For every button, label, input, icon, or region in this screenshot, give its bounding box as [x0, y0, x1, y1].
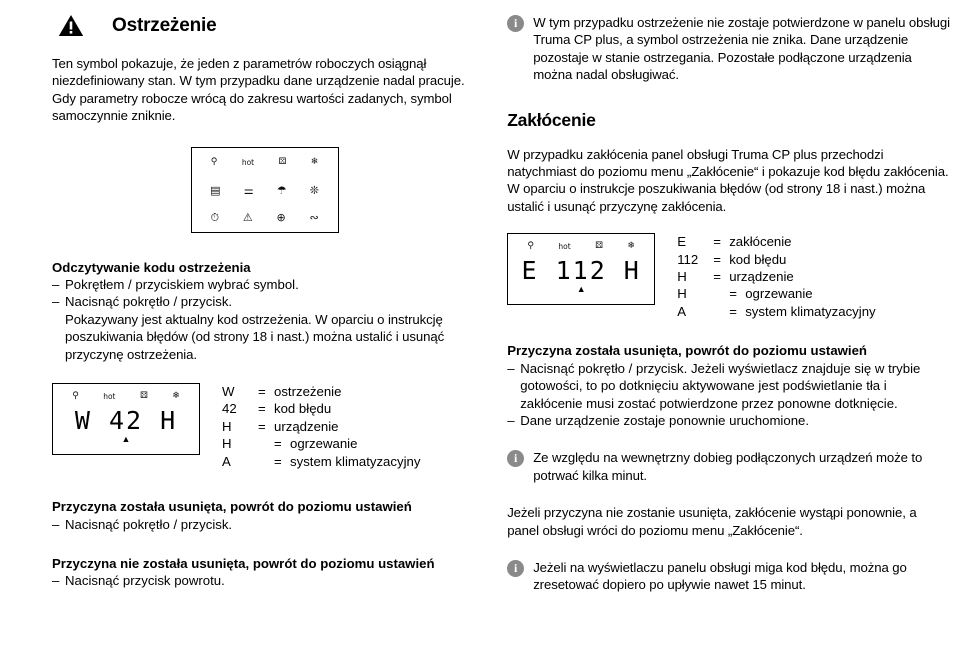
legend-value: urządzenie: [729, 269, 794, 285]
info-circle-icon: i: [507, 15, 524, 32]
list-item: – Dane urządzenie zostaje ponownie uruchomione.: [507, 412, 951, 429]
legend-key: H: [222, 436, 232, 452]
legend-row: [677, 251, 875, 268]
read-code-title: Odczytywanie kodu ostrzeżenia: [52, 259, 251, 275]
code-caret-icon: ▲: [121, 434, 131, 445]
fault-cause-removed-list: [507, 360, 951, 430]
legend-value: ogrzewanie: [290, 436, 358, 452]
legend-value: kod błędu: [274, 401, 332, 417]
legend-key: H: [677, 286, 687, 302]
legend-row: [677, 233, 875, 250]
list-item: – Nacisnąć pokrętło / przycisk.: [52, 516, 477, 533]
fan-speed-icon: ❊: [309, 183, 320, 197]
legend-equals: =: [258, 418, 266, 434]
legend-row: [222, 453, 420, 470]
cause-removed-list: [52, 516, 477, 533]
person-shower-icon: ⚲: [72, 390, 79, 401]
legend-key: H: [677, 269, 687, 285]
fault-legend: [677, 233, 875, 320]
legend-value: kod błędu: [729, 251, 787, 267]
legend-row: [677, 285, 875, 302]
fault-code-block: [507, 233, 951, 320]
person-shower-icon: ⚲: [210, 157, 218, 168]
read-code-extra: Pokazywany jest aktualny kod ostrzeżenia. W oparciu o instrukcję poszukiwania błędów (od strony 18 i nast.) można ustalić i usunąć przyczynę ostrzeżenia.: [65, 311, 445, 362]
list-item: – Nacisnąć pokrętło / przycisk.: [52, 293, 477, 310]
page-title: Ostrzeżenie: [112, 14, 217, 36]
recirculation-icon: ∾: [309, 211, 319, 225]
legend-equals: =: [713, 251, 721, 267]
warning-legend: [222, 383, 420, 470]
info-note-bottom-text: Jeżeli na wyświetlaczu panelu obsługi miga kod błędu, można go zresetować dopiero po upływie nawet 15 minut.: [533, 559, 907, 593]
vent-icon: ▤: [210, 183, 221, 197]
panel-glyph-row-2: [199, 180, 331, 200]
legend-row: [222, 400, 420, 417]
warning-code-block: [52, 383, 477, 470]
battery-icon: ⚌: [243, 183, 254, 197]
code-caret-icon: ▲: [576, 284, 586, 295]
gas-bottle-icon: ⚄: [139, 390, 148, 401]
legend-equals: =: [274, 436, 282, 452]
fault-cause-removed-title: Przyczyna została usunięta, powrót do poziomu ustawień: [507, 343, 867, 359]
fault-paragraph: W przypadku zakłócenia panel obsługi Truma CP plus przechodzi natychmiast do poziomu menu „Zakłócenie“ i pokazuje kod błędu zakłócenia. W oparciu o instrukcje poszukiwania błędów (od strony 18 i nast.) można ustalić i usunąć przyczynę zakłócenia.: [507, 146, 949, 214]
legend-equals: =: [258, 401, 266, 417]
legend-key: 42: [222, 401, 237, 417]
hot-water-icon: hot: [103, 391, 116, 401]
legend-key: H: [222, 418, 232, 434]
legend-value: zakłócenie: [729, 234, 792, 250]
legend-key: W: [222, 384, 235, 400]
info-circle-icon: i: [507, 560, 524, 577]
legend-value: system klimatyzacyjny: [290, 453, 421, 469]
info-note-mid: [507, 449, 951, 484]
display-panel-wrapper: [52, 147, 477, 233]
control-panel-display: [191, 147, 339, 233]
warning-triangle-icon: [58, 14, 84, 37]
legend-row: [677, 303, 875, 320]
legend-key: E: [677, 234, 686, 250]
legend-equals: =: [713, 234, 721, 250]
code-panel-glyph-row: [60, 388, 192, 404]
light-icon: ☂: [276, 183, 287, 197]
list-item: – Nacisnąć przycisk powrotu.: [52, 572, 477, 589]
list-item: – Pokrętłem / przyciskiem wybrać symbol.: [52, 276, 477, 293]
person-shower-icon: ⚲: [527, 240, 534, 251]
legend-equals: =: [729, 303, 737, 319]
legend-value: ostrzeżenie: [274, 384, 342, 400]
clock-icon: ⏱: [210, 211, 220, 225]
code-panel-glyph-row: [515, 238, 647, 254]
fault-repeat-paragraph: Jeżeli przyczyna nie zostanie usunięta, zakłócenie wystąpi ponownie, a panel obsługi wróci do poziomu menu „Zakłócenie“.: [507, 505, 917, 538]
legend-value: system klimatyzacyjny: [745, 303, 876, 319]
gas-bottle-icon: ⚄: [278, 157, 287, 168]
timer-icon: ⊕: [276, 211, 286, 225]
gas-bottle-icon: ⚄: [595, 240, 603, 251]
legend-row: [222, 418, 420, 435]
right-column: [487, 14, 957, 647]
warning-heading-block: [58, 14, 477, 37]
left-column: [18, 14, 487, 647]
fan-icon: ❄: [627, 240, 635, 251]
cause-not-removed-list: [52, 572, 477, 589]
warning-code-value: W 42 H: [74, 406, 178, 436]
fan-icon: ❄: [172, 390, 180, 401]
warning-paragraph: Ten symbol pokazuje, że jeden z parametrów roboczych osiągnął niezdefiniowany stan. W tym przypadku dane urządzenie nadal pracuje. Gdy parametry robocze wrócą do zakresu wartości zadanych, symbol samoczynnie zniknie.: [52, 56, 465, 124]
info-note-mid-text: Ze względu na wewnętrzny dobieg podłączonych urządzeń może to potrwać kilka minut.: [533, 450, 923, 483]
fan-icon: ❄: [310, 157, 319, 168]
legend-equals: =: [729, 286, 737, 302]
warning-triangle-icon: ⚠: [242, 211, 253, 225]
fault-section-title: Zakłócenie: [507, 109, 596, 130]
fault-code-display: [507, 233, 655, 305]
hot-water-icon: hot: [558, 241, 571, 251]
hot-water-icon: hot: [241, 158, 255, 168]
legend-key: 112: [677, 251, 699, 267]
panel-glyph-row-1: [199, 153, 331, 173]
legend-equals: =: [713, 269, 721, 285]
legend-value: ogrzewanie: [745, 286, 813, 302]
legend-row: [222, 383, 420, 400]
cause-removed-title: Przyczyna została usunięta, powrót do poziomu ustawień: [52, 499, 412, 515]
info-note-top: [507, 14, 951, 84]
panel-glyph-row-3: [199, 208, 331, 228]
legend-row: [222, 435, 420, 452]
info-circle-icon: i: [507, 450, 524, 467]
legend-key: A: [222, 453, 231, 469]
info-note-top-text: W tym przypadku ostrzeżenie nie zostaje potwierdzone w panelu obsługi Truma CP plus, a symbol ostrzeżenia nie znika. Dane urządzenie pozostaje w stanie ostrzegania. Pozostałe podłączone urządzenia można nadal obsługiwać.: [533, 15, 950, 83]
info-note-bottom: [507, 559, 951, 594]
list-item: – Nacisnąć pokrętło / przycisk. Jeżeli wyświetlacz znajduje się w trybie gotowości, to po dotknięciu aktywowane jest podświetlanie tła i zakłócenie musi zostać potwierdzone przez ponowne dotknięcie.: [507, 360, 951, 412]
warning-code-display: [52, 383, 200, 455]
legend-value: urządzenie: [274, 418, 339, 434]
legend-key: A: [677, 303, 686, 319]
cause-not-removed-title: Przyczyna nie została usunięta, powrót do poziomu ustawień: [52, 555, 435, 571]
legend-equals: =: [258, 384, 266, 400]
fault-code-value: E 112 H: [521, 256, 641, 286]
legend-equals: =: [274, 453, 282, 469]
read-code-list: [52, 276, 477, 311]
legend-row: [677, 268, 875, 285]
